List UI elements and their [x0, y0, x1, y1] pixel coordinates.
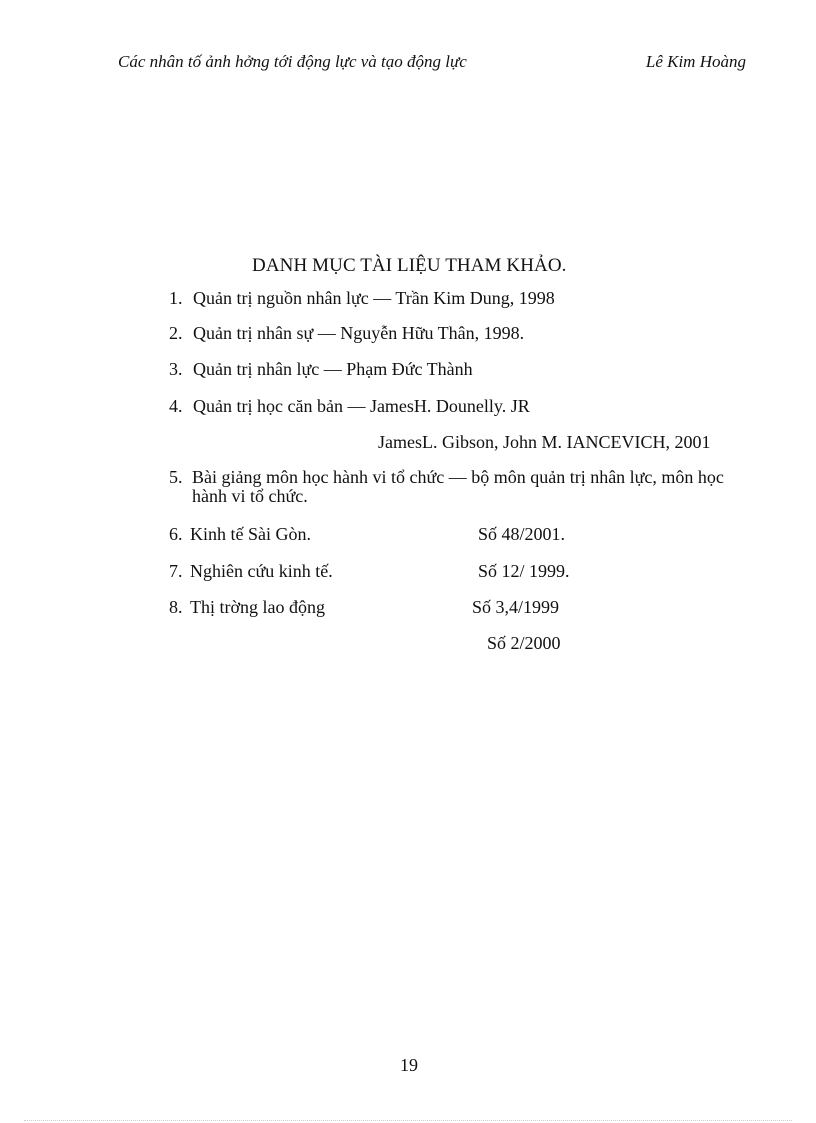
reference-item [169, 396, 530, 416]
reference-item [169, 288, 555, 308]
reference-text: Bài giảng môn học hành vi tổ chức — bộ môn quản trị nhân lực, môn học hành vi tổ chức. [192, 467, 724, 506]
reference-number: 4. [169, 396, 183, 416]
reference-text: Kinh tế Sài Gòn. [190, 524, 311, 544]
reference-number: 7. [169, 561, 183, 581]
reference-number: 1. [169, 288, 183, 308]
reference-text: Nghiên cứu kinh tế. [190, 561, 333, 581]
reference-item [169, 468, 754, 506]
page-number: 19 [400, 1055, 418, 1075]
references-title: DANH MỤC TÀI LIỆU THAM KHẢO. [252, 255, 567, 276]
reference-number: 3. [169, 359, 183, 379]
reference-issue: Số 12/ 1999. [478, 561, 570, 581]
page-header [118, 52, 748, 76]
reference-item [169, 524, 311, 544]
reference-item [169, 597, 325, 617]
reference-issue: Số 3,4/1999 [472, 597, 560, 617]
reference-item [169, 561, 333, 581]
reference-text: Quản trị nhân lực — Phạm Đức Thành [193, 359, 473, 379]
reference-number: 6. [169, 524, 183, 544]
reference-text: Thị trờng lao động [190, 597, 325, 617]
reference-number: 5. [169, 467, 183, 487]
header-document-title: Các nhân tố ảnh hởng tới động lực và tạo động lực [118, 52, 467, 71]
reference-item [169, 323, 524, 343]
page-bottom-rule [24, 1120, 792, 1121]
reference-number: 8. [169, 597, 183, 617]
reference-continuation: JamesL. Gibson, John M. IANCEVICH, 2001 [378, 432, 711, 452]
reference-issue-extra: Số 2/2000 [487, 633, 561, 653]
reference-item [169, 359, 473, 379]
reference-text: Quản trị học căn bản — JamesH. Dounelly. JR [193, 396, 530, 416]
reference-text: Quản trị nguồn nhân lực — Trần Kim Dung, 1998 [193, 288, 555, 308]
reference-number: 2. [169, 323, 183, 343]
reference-issue: Số 48/2001. [478, 524, 566, 544]
header-author: Lê Kim Hoàng [645, 52, 746, 71]
reference-text: Quản trị nhân sự — Nguyễn Hữu Thân, 1998. [193, 323, 525, 343]
